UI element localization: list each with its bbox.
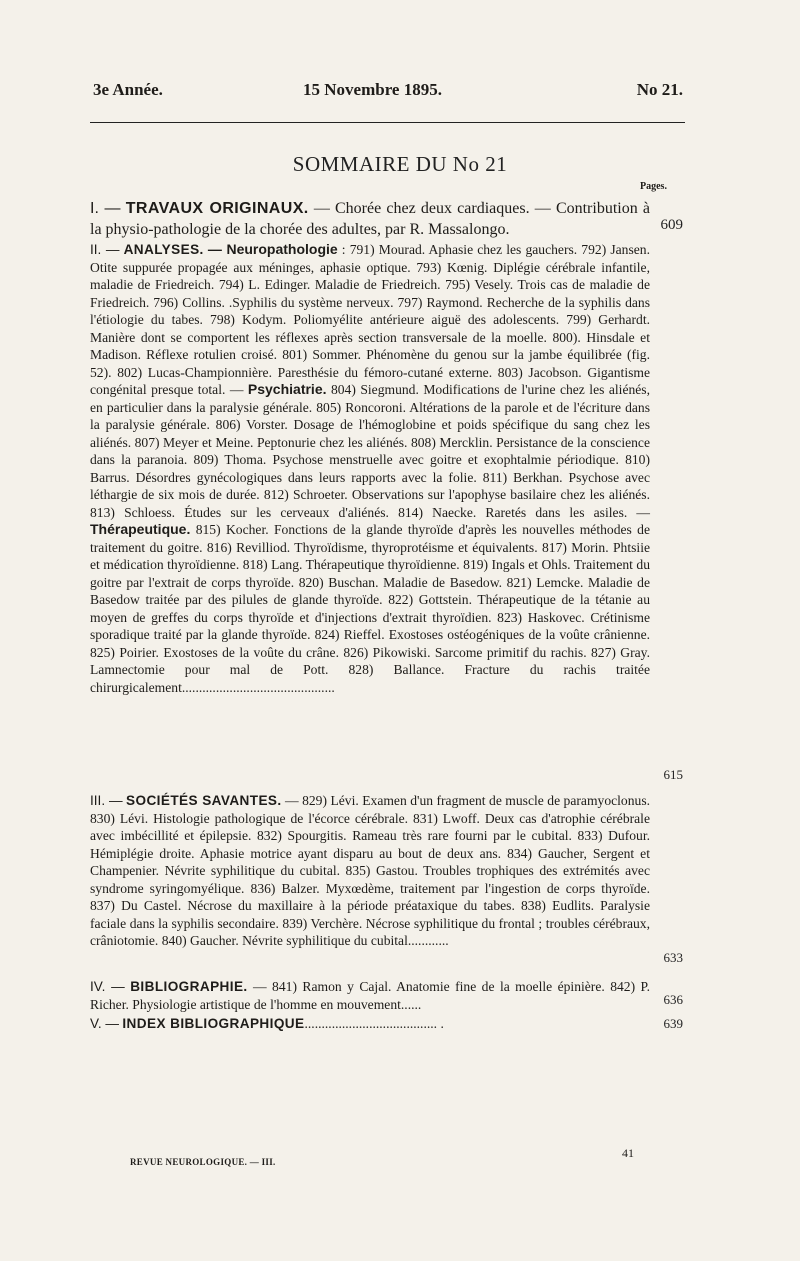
entry-text: ....................................... .	[304, 1016, 444, 1031]
header-year: 3e Année.	[93, 80, 163, 99]
entry-heading: TRAVAUX ORIGINAUX.	[125, 200, 309, 217]
entry-text-2: 804) Siegmund. Modifications de l'urine chez les aliénés, en particulier dans la paralysie générale. 805) Roncoroni. Altérations de la parole et de l'écriture dans la paralysie générale. 806) Vorster. Dosage de l'hémoglobine et poids spécifique du sang chez les aliénés. 807) Meyer et Meine. Peptonurie chez les aliénés. 808) Mercklin. Persistance de la conscience dans la paranoia. 809) Thoma. Psychose menstruelle avec goitre et exophtalmie périodique. 810) Barrus. Désordres gynécologiques dans leurs rapports avec la folie. 811) Berkhan. Psychose avec léthargie de six mois de durée. 812) Schroeter. Observations sur l'apophyse basilaire chez les aliénés. 813) Schloess. Études sur les cerveaux d'aliénés. 814) Naecke. Raretés dans les asiles. —	[90, 382, 650, 520]
entry-subheading-psychiatrie: Psychiatrie.	[247, 381, 327, 397]
header-date: 15 Novembre 1895.	[303, 80, 442, 99]
entry-numeral: V. —	[90, 1016, 119, 1031]
entry-text: — 829) Lévi. Examen d'un fragment de muscle de paramyoclonus. 830) Lévi. Histologie pathologique de l'écorce cérébrale. 831) Lwoff. Deux cas d'atrophie cérébrale avec imbécillité et épilepsie. 832) Spourgitis. Rameau très rare fourni par le cubital. 833) Dufour. Hémiplégie droite. Aphasie motrice ayant disparu au bout de deux ans. 834) Gaucher, Sergent et Champenier. Névrite syphilitique du cubital. 835) Gastou. Troubles trophiques des extrémités avec syndrome syringomyélique. 836) Balzer. Myxœdème, traitement par l'ingestion de corps thyroïde. 837) Du Castel. Nécrose du maxillaire à la période préataxique du tabes. 838) Eudlits. Paralysie faciale dans la syphilis secondaire. 839) Verchère. Nécrose syphilitique du frontal ; troubles cérébraux, crâniotomie. 840) Gaucher. Névrite syphilitique du cubital............	[90, 793, 651, 948]
entry-numeral: III. —	[90, 793, 123, 808]
entry-text-3: 815) Kocher. Fonctions de la glande thyroïde d'après les nouvelles méthodes de traitement du goitre. 816) Revilliod. Thyroïdisme, thyroprotéisme et équivalents. 817) Morin. Phtsiie et médication thyroïdienne. 818) Lang. Thérapeutique thyroïdienne. 819) Ingals et Ohls. Traitement du goitre par l'extrait de corps thyroïde. 820) Buschan. Maladie de Basedow. 821) Lemcke. Maladie de Basedow traitée par des pilules de glande thyroïde. 822) Gottstein. Thérapeutique de la tétanie au moyen de greffes du corps thyroïde et d'injections d'extrait thyroïdien. 823) Haskovec. Crétinisme sporadique traité par la glande thyroïde. 824) Rieffel. Exostoses ostéogéniques de la voûte crânienne. 825) Poirier. Exostoses de la voûte du crâne. 826) Pikowiski. Sarcome primitif du rachis. 827) Gray. Lamnectomie pour mal de Pott. 828) Ballance. Fracture du rachis traitée chirurgicalement.............................................	[90, 522, 650, 695]
entry-subheading-neuropathologie: — Neuropathologie	[207, 241, 338, 257]
header-issue-number: No 21.	[636, 80, 683, 99]
entry-numeral: IV. —	[90, 979, 125, 994]
entry-page-number: 639	[663, 1016, 683, 1031]
entry-text: : 791) Mourad. Aphasie chez les gauchers. 792) Jansen. Otite suppurée propagée aux méninges, aphasie optique. 793) Kœnig. Diplégie cérébrale infantile, maladie de Friedreich. 794) L. Edinger. Maladie de Friedreich. 795) Vesely. Trois cas de maladie de Friedreich. 796) Collins. .Syphilis du système nerveux. 797) Raymond. Recherche de la syphilis dans l'étiologie du tabes. 798) Kodym. Poliomyélite antérieure aiguë des adolescents. 799) Gerhardt. Manière dont se comportent les réflexes après section transversale de la moelle. 800). Hinsdale et Madison. Réflexe rotulien croisé. 801) Sommer. Phénomène du genou sur la jambe équilibrée (fig. 52). 802) Lucas-Championnière. Paresthésie du fémoro-cutané externe. 803) Jacobson. Gigantisme congénital presque total. —	[90, 242, 650, 397]
footer-page-number: 41	[622, 1146, 634, 1160]
entry-text: — 841) Ramon y Cajal. Anatomie fine de la moelle épinière. 842) P. Richer. Physiologie artistique de l'homme en mouvement......	[90, 979, 650, 1012]
entry-page-number: 615	[663, 767, 683, 782]
pages-column-label: Pages.	[640, 181, 667, 192]
toc-entry-analyses	[90, 241, 650, 696]
page-title: SOMMAIRE DU No 21	[292, 152, 508, 176]
entry-page-number: 609	[660, 217, 683, 233]
entry-numeral: I. —	[90, 200, 121, 217]
entry-heading: INDEX BIBLIOGRAPHIQUE	[122, 1016, 305, 1031]
toc-entry-societes-savantes	[90, 792, 650, 950]
toc-entry-bibliographie	[90, 978, 650, 1013]
entry-page-number: 636	[663, 992, 683, 1007]
entry-subheading-therapeutique: Thérapeutique.	[90, 521, 191, 537]
toc-entry-index-bibliographique	[90, 1015, 650, 1033]
entry-heading: ANALYSES.	[123, 242, 204, 257]
entry-heading: SOCIÉTÉS SAVANTES.	[126, 793, 282, 808]
toc-entry-travaux-originaux	[90, 198, 650, 240]
entry-text: — Chorée chez deux cardiaques. — Contribution à la physio-pathologie de la chorée des adultes, par R. Massalongo.	[90, 200, 651, 238]
footer-journal-name: REVUE NEUROLOGIQUE. — III.	[130, 1157, 276, 1167]
entry-heading: BIBLIOGRAPHIE.	[130, 979, 248, 994]
entry-page-number: 633	[663, 950, 683, 965]
entry-numeral: II. —	[90, 242, 120, 257]
header-rule	[90, 122, 685, 123]
